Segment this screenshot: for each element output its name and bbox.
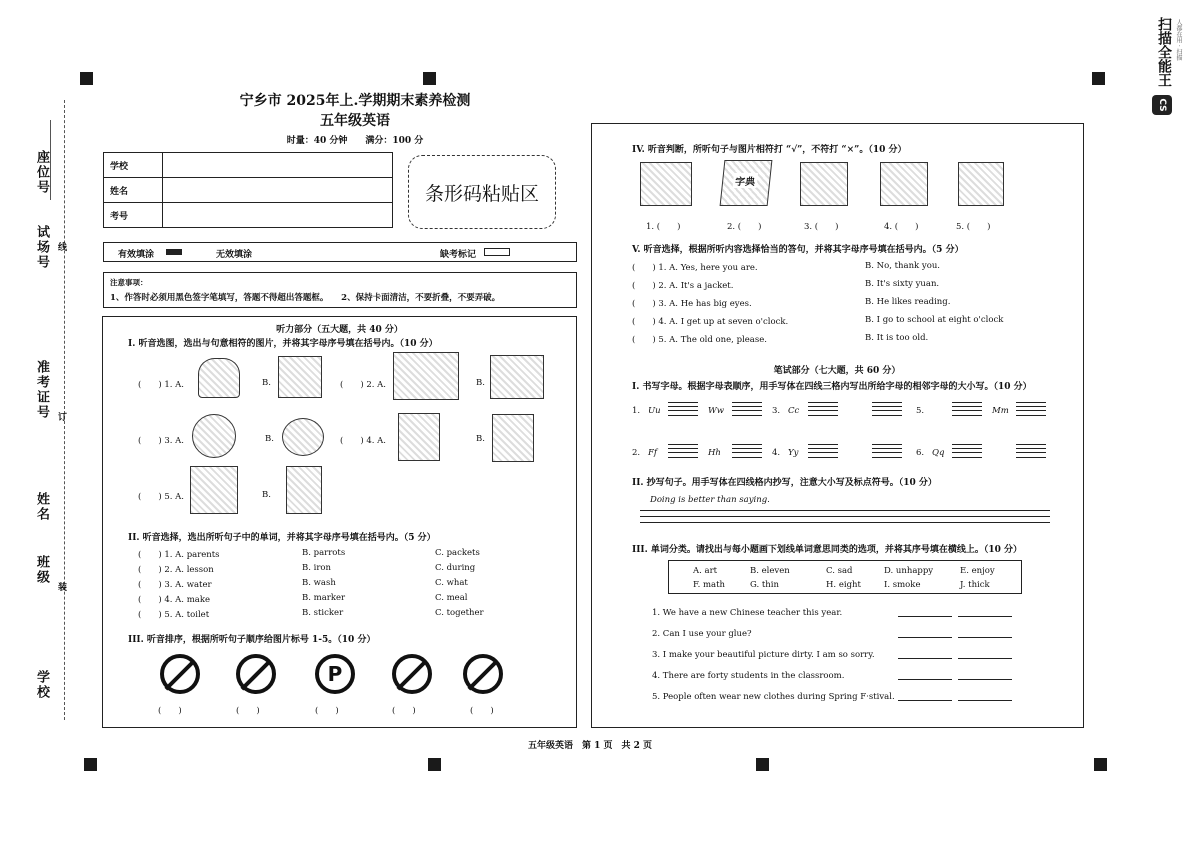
number-cell-label: 考号 [104, 203, 163, 228]
watermark-badge: CS [1152, 95, 1172, 115]
q5-row1-b: B. No, thank you. [865, 261, 940, 271]
no-pushing-sign-icon [160, 654, 200, 694]
q1-item1-a: ( ) 1. A. [138, 380, 184, 390]
time-score: 时量：40 分钟 满分：100 分 [286, 136, 424, 146]
no-parking-sign-icon: P [315, 654, 355, 694]
letter-a-1: Cc [788, 406, 800, 416]
cut-mark-order: 订 [56, 412, 66, 423]
listening-q3-title: III. 听音排序，根据所听句子顺序给图片标号 1-5。（10 分） [128, 635, 376, 645]
q5-row1-a[interactable]: ( ) 1. A. Yes, here you are. [632, 263, 758, 273]
q4-blank-5[interactable]: 5. ( ) [956, 222, 991, 232]
four-line-grid[interactable] [872, 444, 902, 458]
listening-q2-title: II. 听音选择，选出所听句子中的单词，并将其字母序号填在括号内。（5 分） [128, 533, 436, 543]
shop-icon [393, 352, 459, 400]
four-line-grid[interactable] [732, 444, 762, 458]
no-water-sign-icon [463, 654, 503, 694]
letter-num-0: 1. [632, 406, 641, 416]
letter-num-2: 5. [916, 406, 925, 416]
copy-line [640, 516, 1050, 517]
copy-line [640, 522, 1050, 523]
student-info-table [103, 152, 393, 228]
q2-row5-opt1: B. sticker [302, 608, 344, 618]
q2-row5-opt0[interactable]: ( ) 5. A. toilet [138, 610, 210, 620]
four-line-grid[interactable] [668, 444, 698, 458]
registration-mark [1092, 72, 1105, 85]
exam-title: 宁乡市 2025年上.学期期末素养检测 [239, 93, 471, 109]
potato-icon [282, 418, 324, 456]
listening-q5-title: V. 听音选择，根据所听内容选择恰当的答句，并将其字母序号填在括号内。（5 分） [632, 245, 964, 255]
q5-row3-b: B. He likes reading. [865, 297, 951, 307]
word-bank-item: H. eight [826, 580, 861, 590]
q2-row1-opt2: C. packets [435, 548, 480, 558]
answer-blank[interactable] [898, 637, 952, 638]
q1-item1-b: B. [262, 378, 271, 388]
q1-item5-a: ( ) 5. A. [138, 492, 184, 502]
q1-item5-b: B. [262, 490, 271, 500]
dancing-boy-icon [190, 466, 238, 514]
four-line-grid[interactable] [872, 402, 902, 416]
barcode-area: 条形码粘贴区 [408, 155, 556, 229]
letter-a-3: Ff [648, 448, 658, 458]
invalid-fill-label: 无效填涂 [216, 250, 253, 260]
dictionary-label: 字典 [732, 173, 758, 188]
word-bank-item: E. enjoy [960, 566, 995, 576]
letter-b-3: Hh [708, 448, 721, 458]
classify-sentence-5: 5. People often wear new clothes during Spring F·stival. [652, 692, 895, 702]
classroom-icon [800, 162, 848, 206]
q5-row4-a[interactable]: ( ) 4. A. I get up at seven o'clock. [632, 317, 789, 327]
letter-num-3: 2. [632, 448, 641, 458]
answer-blank[interactable] [958, 700, 1012, 701]
jacket-icon [278, 356, 322, 398]
answer-blank[interactable] [958, 658, 1012, 659]
notes-line: 1、作答时必须用黑色签字笔填写，答题不得超出答题框。 2、保持卡面清洁，不要折叠，不要弄破。 [110, 293, 501, 303]
q2-row1-opt0[interactable]: ( ) 1. A. parents [138, 550, 220, 560]
writing-q2-title: II. 抄写句子。用手写体在四线格内抄写，注意大小写及标点符号。（10 分） [632, 478, 937, 488]
letter-a-4: Yy [788, 448, 799, 458]
q2-row4-opt1: B. marker [302, 593, 346, 603]
q1-item4-a: ( ) 4. A. [340, 436, 386, 446]
answer-blank[interactable] [898, 700, 952, 701]
q3-blank-5[interactable]: ( ) [470, 706, 494, 716]
word-bank-item: I. smoke [884, 580, 921, 590]
q2-row4-opt0[interactable]: ( ) 4. A. make [138, 595, 210, 605]
no-dumping-sign-icon [392, 654, 432, 694]
letter-a-5: Qq [932, 448, 945, 458]
room-label: 试场号 [34, 225, 49, 270]
four-line-grid[interactable] [732, 402, 762, 416]
four-line-grid[interactable] [668, 402, 698, 416]
q4-blank-3[interactable]: 3. ( ) [804, 222, 839, 232]
bottles-icon [958, 162, 1004, 206]
watermark-sub: 人都在用 · 扫描 [1175, 19, 1182, 61]
q5-row2-b: B. It's sixty yuan. [865, 279, 940, 289]
q1-item3-a: ( ) 3. A. [138, 436, 184, 446]
notes-box [103, 272, 577, 308]
q2-row3-opt2: C. what [435, 578, 468, 588]
school-cell-input[interactable] [163, 153, 393, 178]
word-bank-item: J. thick [960, 580, 990, 590]
cooking-girl-icon [398, 413, 440, 461]
word-bank-item: C. sad [826, 566, 853, 576]
q2-row2-opt0[interactable]: ( ) 2. A. lesson [138, 565, 214, 575]
q2-row5-opt2: C. together [435, 608, 484, 618]
q3-blank-1[interactable]: ( ) [158, 706, 182, 716]
q4-blank-1[interactable]: 1. ( ) [646, 222, 681, 232]
registration-mark [428, 758, 441, 771]
writing-heading: 笔试部分（七大题，共 60 分） [773, 366, 901, 376]
watermark [1150, 15, 1190, 125]
student-desk-icon [880, 162, 928, 206]
answer-blank[interactable] [898, 616, 952, 617]
q5-row5-b: B. It is too old. [865, 333, 929, 343]
writing-q3-title: III. 单词分类。请找出与每小题画下划线单词意思同类的选项，并将其序号填在横线上。（10 分） [632, 545, 1023, 555]
copy-line [640, 510, 1050, 511]
letter-a-0: Uu [648, 406, 661, 416]
fill-row [103, 242, 577, 262]
classify-sentence-1: 1. We have a new Chinese teacher this year. [652, 608, 843, 618]
word-bank-item: A. art [693, 566, 718, 576]
valid-fill-sample [166, 249, 182, 255]
name-cell-input[interactable] [163, 178, 393, 203]
binding-cut-line [64, 100, 65, 720]
exam-number-label: 准考证号 [34, 360, 49, 420]
answer-blank[interactable] [958, 616, 1012, 617]
cleaning-man-icon [492, 414, 534, 462]
registration-mark [423, 72, 436, 85]
vegetables-icon [640, 162, 692, 206]
q2-row3-opt1: B. wash [302, 578, 336, 588]
letter-num-4: 4. [772, 448, 781, 458]
q1-item4-b: B. [476, 434, 485, 444]
q1-item2-a: ( ) 2. A. [340, 380, 386, 390]
q1-item2-b: B. [476, 378, 485, 388]
q5-row2-a[interactable]: ( ) 2. A. It's a jacket. [632, 281, 734, 291]
valid-fill-label: 有效填涂 [118, 250, 155, 260]
q4-blank-4[interactable]: 4. ( ) [884, 222, 919, 232]
seat-label: 座位号 [34, 150, 49, 195]
classify-sentence-2: 2. Can I use your glue? [652, 629, 752, 639]
four-line-grid[interactable] [952, 402, 982, 416]
classify-sentence-3: 3. I make your beautiful picture dirty. I am so sorry. [652, 650, 875, 660]
q2-row1-opt1: B. parrots [302, 548, 346, 558]
dictionary-icon [720, 160, 773, 206]
registration-mark [84, 758, 97, 771]
word-bank-item: B. eleven [750, 566, 790, 576]
letter-num-5: 6. [916, 448, 925, 458]
four-line-grid[interactable] [808, 444, 838, 458]
letter-b-2: Mm [992, 406, 1009, 416]
word-bank-item: G. thin [750, 580, 779, 590]
q1-item3-b: B. [265, 434, 274, 444]
listening-heading: 听力部分（五大题，共 40 分） [276, 325, 403, 335]
number-cell-input[interactable] [163, 203, 393, 228]
q3-blank-4[interactable]: ( ) [392, 706, 416, 716]
class-label: 班级 [34, 555, 49, 585]
answer-blank[interactable] [898, 658, 952, 659]
cut-mark-bind: 装 [56, 582, 66, 593]
school-cell-label: 学校 [104, 153, 163, 178]
registration-mark [80, 72, 93, 85]
q5-row5-a[interactable]: ( ) 5. A. The old one, please. [632, 335, 767, 345]
boy-icon [286, 466, 322, 514]
page-footer: 五年级英语 第 1 页 共 2 页 [527, 741, 653, 751]
answer-blank[interactable] [898, 679, 952, 680]
cut-mark-line: 线 [56, 242, 66, 253]
four-line-grid[interactable] [952, 444, 982, 458]
umbrella-icon [198, 358, 240, 398]
q2-row3-opt0[interactable]: ( ) 3. A. water [138, 580, 212, 590]
q3-blank-2[interactable]: ( ) [236, 706, 260, 716]
listening-q4-title: IV. 听音判断，所听句子与图片相符打 “√”，不符打 “×”。（10 分） [632, 145, 907, 155]
notes-title: 注意事项： [110, 278, 148, 287]
answer-blank[interactable] [958, 637, 1012, 638]
q2-row4-opt2: C. meal [435, 593, 468, 603]
exam-subtitle: 五年级英语 [320, 113, 390, 129]
letter-b-0: Ww [708, 406, 725, 416]
registration-mark [756, 758, 769, 771]
q5-row4-b: B. I go to school at eight o'clock [865, 315, 1004, 325]
letter-num-1: 3. [772, 406, 781, 416]
q2-row2-opt2: C. during [435, 563, 476, 573]
q3-blank-3[interactable]: ( ) [315, 706, 339, 716]
watermark-text: 扫描全能王 [1156, 17, 1172, 87]
absent-box[interactable] [484, 248, 510, 256]
school-label: 学校 [34, 670, 49, 700]
four-line-grid[interactable] [1016, 402, 1046, 416]
word-bank-item: F. math [693, 580, 725, 590]
four-line-grid[interactable] [808, 402, 838, 416]
writing-q1-title: I. 书写字母。根据字母表顺序，用手写体在四线三格内写出所给字母的相邻字母的大小写。（10 分） [632, 382, 1032, 392]
q2-row2-opt1: B. iron [302, 563, 332, 573]
q5-row3-a[interactable]: ( ) 3. A. He has big eyes. [632, 299, 752, 309]
name-label: 姓名 [34, 492, 49, 522]
street-icon [490, 355, 544, 399]
tomato-icon [192, 414, 236, 458]
registration-mark [1094, 758, 1107, 771]
name-cell-label: 姓名 [104, 178, 163, 203]
q4-blank-2[interactable]: 2. ( ) [727, 222, 762, 232]
classify-sentence-4: 4. There are forty students in the classroom. [652, 671, 845, 681]
four-line-grid[interactable] [1016, 444, 1046, 458]
answer-blank[interactable] [958, 679, 1012, 680]
listening-q1-title: I. 听音选图，选出与句意相符的图片，并将其字母序号填在括号内。（10 分） [128, 339, 438, 349]
copy-sentence: Doing is better than saying. [650, 495, 770, 505]
no-littering-sign-icon [236, 654, 276, 694]
absent-label: 缺考标记 [440, 250, 477, 260]
word-bank-item: D. unhappy [884, 566, 934, 576]
